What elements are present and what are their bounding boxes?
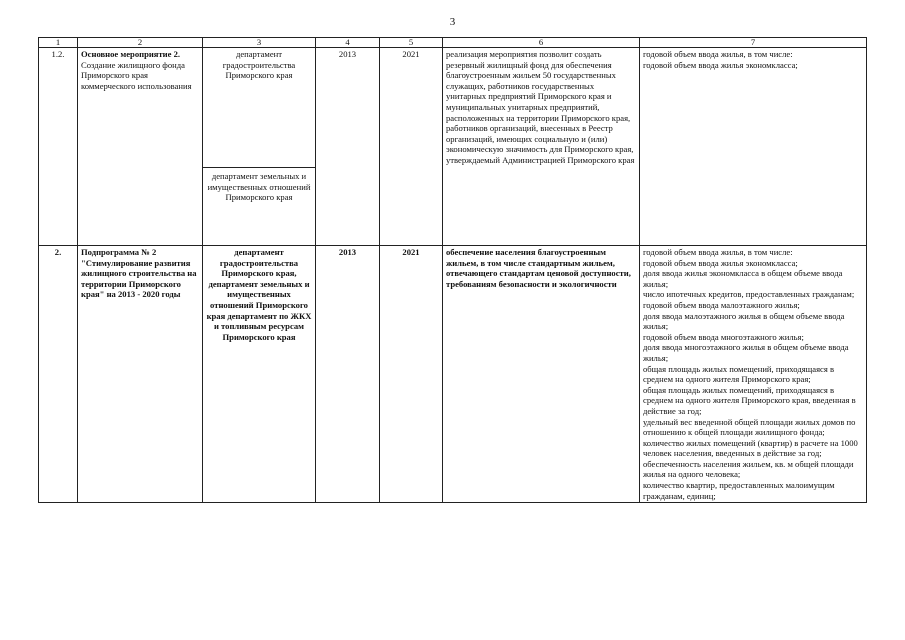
indicator: количество жилых помещений (квартир) в расчете на 1000 человек населения, введенных в действие за год; [643,437,858,459]
indicators-cell [640,246,867,503]
measure-name [78,48,203,246]
row-number: 1.2. [39,48,78,246]
column-number: 6 [443,38,640,48]
start-year: 2013 [316,48,380,246]
column-number: 2 [78,38,203,48]
indicator: доля ввода жилья экономкласса в общем объеме ввода жилья; [643,268,843,289]
column-number: 7 [640,38,867,48]
table-row [39,48,867,246]
indicator: годовой объем ввода жилья, в том числе: [643,49,793,59]
indicator: годовой объем ввода малоэтажного жилья; [643,299,800,310]
indicator: годовой объем ввода многоэтажного жилья; [643,331,804,342]
measure-name-text: Создание жилищного фонда Приморского края коммерческого использования [81,59,192,91]
column-number-row [39,38,867,48]
column-number: 4 [316,38,380,48]
indicator: доля ввода многоэтажного жилья в общем объеме ввода жилья; [643,342,849,363]
column-number: 1 [39,38,78,48]
column-number: 5 [380,38,443,48]
start-year: 2013 [316,246,380,503]
indicator: доля ввода малоэтажного жилья в общем объеме ввода жилья; [643,310,845,332]
executors: департамент градостроительства Приморского края, департамент земельных и имущественных отношений Приморского края департамент по ЖКХ и топливным ресурсам Приморского края [203,246,316,503]
indicator: годовой объем ввода жилья экономкласса; [643,257,798,268]
program-table [38,37,867,503]
executor-cell [203,48,316,246]
executor-top: департамент градостроительства Приморского края [222,49,296,81]
indicator: число ипотечных кредитов, предоставленных гражданам; [643,289,855,300]
measure-name-bold: Основное мероприятие 2. [81,49,181,59]
indicator: годовой объем ввода жилья экономкласса; [643,59,798,70]
row-number: 2. [39,246,78,503]
end-year: 2021 [380,246,443,503]
indicator: удельный вес введенной общей площади жилых домов по отношению к общей площади жилищного фонда; [643,416,856,438]
table-row [39,246,867,503]
column-number: 3 [203,38,316,48]
indicator: количество квартир, предоставленных малоимущим гражданам, единиц; [643,480,835,501]
indicator: годовой объем ввода жилья, в том числе: [643,247,793,257]
subprogram-name: Подпрограмма № 2 "Стимулирование развития жилищного строительства на территории Приморского края" на 2013 - 2020 годы [78,246,203,503]
indicator: общая площадь жилых помещений, приходящаяся в среднем на одного жителя Приморского края, введенная в действие за год; [643,384,856,416]
page-number: 3 [449,16,456,28]
expected-result: обеспечение населения благоустроенным жильем, в том числе стандартным жильем, отвечающего стандартам ценовой доступности, требованиям безопасности и экологичности [443,246,640,503]
indicator: общая площадь жилых помещений, приходящаяся в среднем на одного жителя Приморского края; [643,363,835,385]
indicator: обеспеченность населения жильем, кв. м общей площади жилья на одного человека; [643,458,854,480]
executor-bottom: департамент земельных и имущественных отношений Приморского края [203,167,315,203]
end-year: 2021 [380,48,443,246]
indicators-cell [640,48,867,246]
expected-result: реализация мероприятия позволит создать резервный жилищный фонд для обеспечения благоустроенным жильем 50 государственных служащих, работников государственных унитарных предприятий Приморского края и муниципальных унитарных предприятий, расположенных на территории Приморского края, работников организаций, внесенных в Реестр организаций, имеющих социальную и (или) экономическую значимость для Приморского края, утверждаемый Администрацией Приморского края [443,48,640,246]
